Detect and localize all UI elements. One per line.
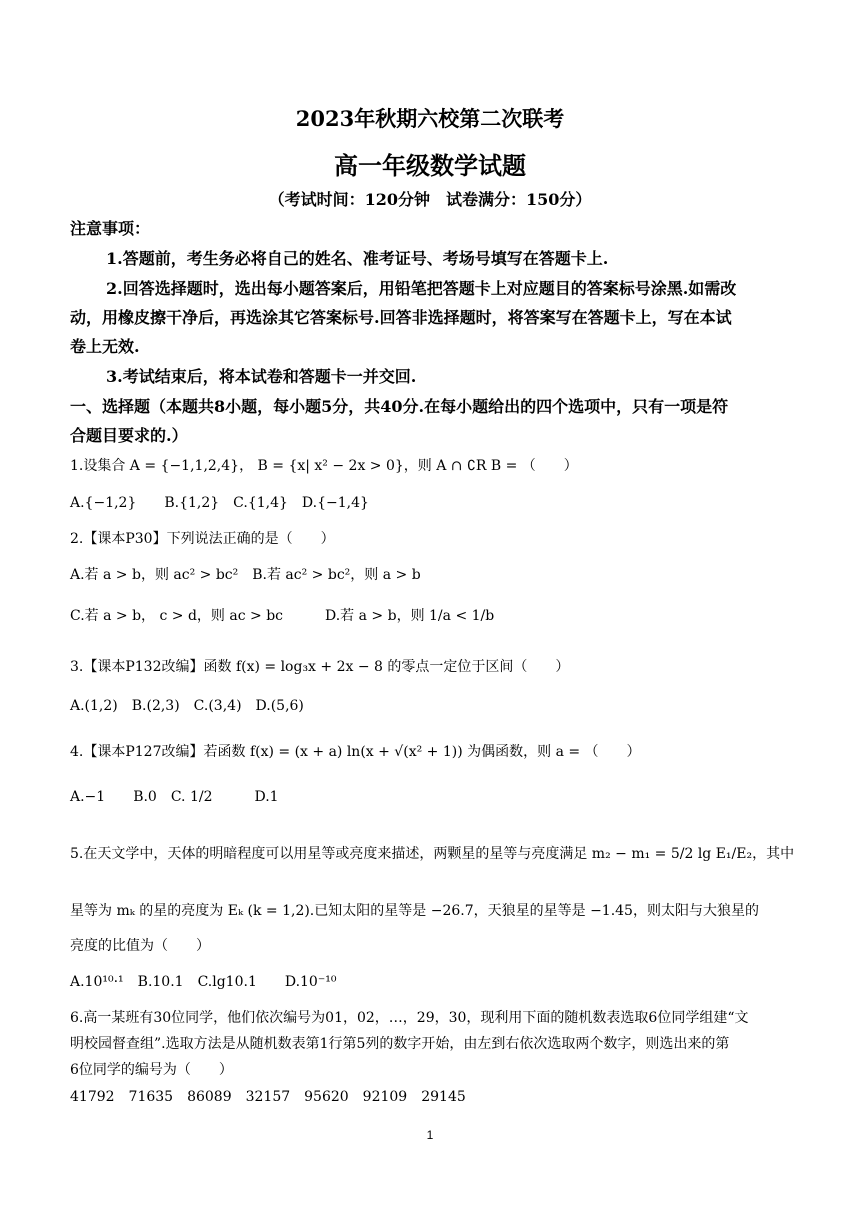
exam-title: 2023年秋期六校第二次联考 — [295, 106, 565, 131]
question-6-stem-3: 6位同学的编号为（ ） — [70, 1062, 233, 1078]
note-2: 2.回答选择题时，选出每小题答案后，用铅笔把答题卡上对应题目的答案标号涂黑.如需改 — [106, 279, 737, 298]
notes-heading: 注意事项： — [70, 219, 151, 238]
question-5-options: A.10¹⁰·¹ B.10.1 C.lg10.1 D.10⁻¹⁰ — [70, 974, 337, 990]
question-4-options: A.−1 B.0 C. 1/2 D.1 — [70, 789, 279, 805]
question-5-stem-3: 亮度的比值为（ ） — [70, 938, 210, 954]
page-number: 1 — [426, 1128, 434, 1142]
question-5-stem: 5.在天文学中，天体的明暗程度可以用星等或亮度来描述，两颗星的星等与亮度满足 m₂ − m₁ = 5/2 lg E₁/E₂，其中 — [70, 846, 795, 862]
question-2-stem: 2.【课本P30】下列说法正确的是（ ） — [70, 531, 335, 547]
question-3-stem: 3.【课本P132改编】函数 f(x) = log₃x + 2x − 8 的零点一定位于区间（ ） — [70, 659, 570, 675]
exam-info: （考试时间：120分钟 试卷满分：150分） — [268, 190, 592, 209]
note-2-cont-2: 卷上无效. — [70, 337, 140, 356]
note-2-cont-1: 动，用橡皮擦干净后，再选涂其它答案标号.回答非选择题时，将答案写在答题卡上，写在本试 — [70, 308, 732, 327]
question-2-options-ab: A.若 a > b，则 ac² > bc² B.若 ac² > bc²，则 a > b — [70, 567, 421, 583]
question-6-stem: 6.高一某班有30位同学，他们依次编号为01，02，…，29，30，现利用下面的随机数表选取6位同学组建“文 — [70, 1010, 749, 1026]
note-1: 1.答题前，考生务必将自己的姓名、准考证号、考场号填写在答题卡上. — [106, 249, 609, 268]
question-5-stem-2: 星等为 mₖ 的星的亮度为 Eₖ (k = 1,2).已知太阳的星等是 −26.7，天狼星的星等是 −1.45，则太阳与大狼星的 — [70, 903, 759, 919]
section-heading-cont: 合题目要求的.） — [70, 426, 188, 445]
question-6-stem-2: 明校园督查组”.选取方法是从随机数表第1行第5列的数字开始，由左到右依次选取两个数字，则选出来的第 — [70, 1036, 730, 1052]
note-3: 3.考试结束后，将本试卷和答题卡一并交回. — [106, 367, 417, 386]
random-number-table: 41792 71635 86089 32157 95620 92109 29145 — [70, 1089, 466, 1105]
question-1-options: A.{−1,2} B.{1,2} C.{1,4} D.{−1,4} — [70, 495, 369, 511]
question-2-options-cd: C.若 a > b， c > d，则 ac > bc D.若 a > b，则 1/a < 1/b — [70, 608, 495, 624]
question-3-options: A.(1,2) B.(2,3) C.(3,4) D.(5,6) — [70, 698, 304, 714]
question-4-stem: 4.【课本P127改编】若函数 f(x) = (x + a) ln(x + √(x² + 1)) 为偶函数，则 a = （ ） — [70, 744, 641, 760]
section-heading: 一、选择题（本题共8小题，每小题5分，共40分.在每小题给出的四个选项中，只有一项是符 — [70, 397, 729, 416]
exam-subtitle: 高一年级数学试题 — [334, 151, 526, 180]
question-1-stem: 1.设集合 A = {−1,1,2,4}， B = {x| x² − 2x > 0}，则 A ∩ ∁R B = （ ） — [70, 458, 578, 474]
